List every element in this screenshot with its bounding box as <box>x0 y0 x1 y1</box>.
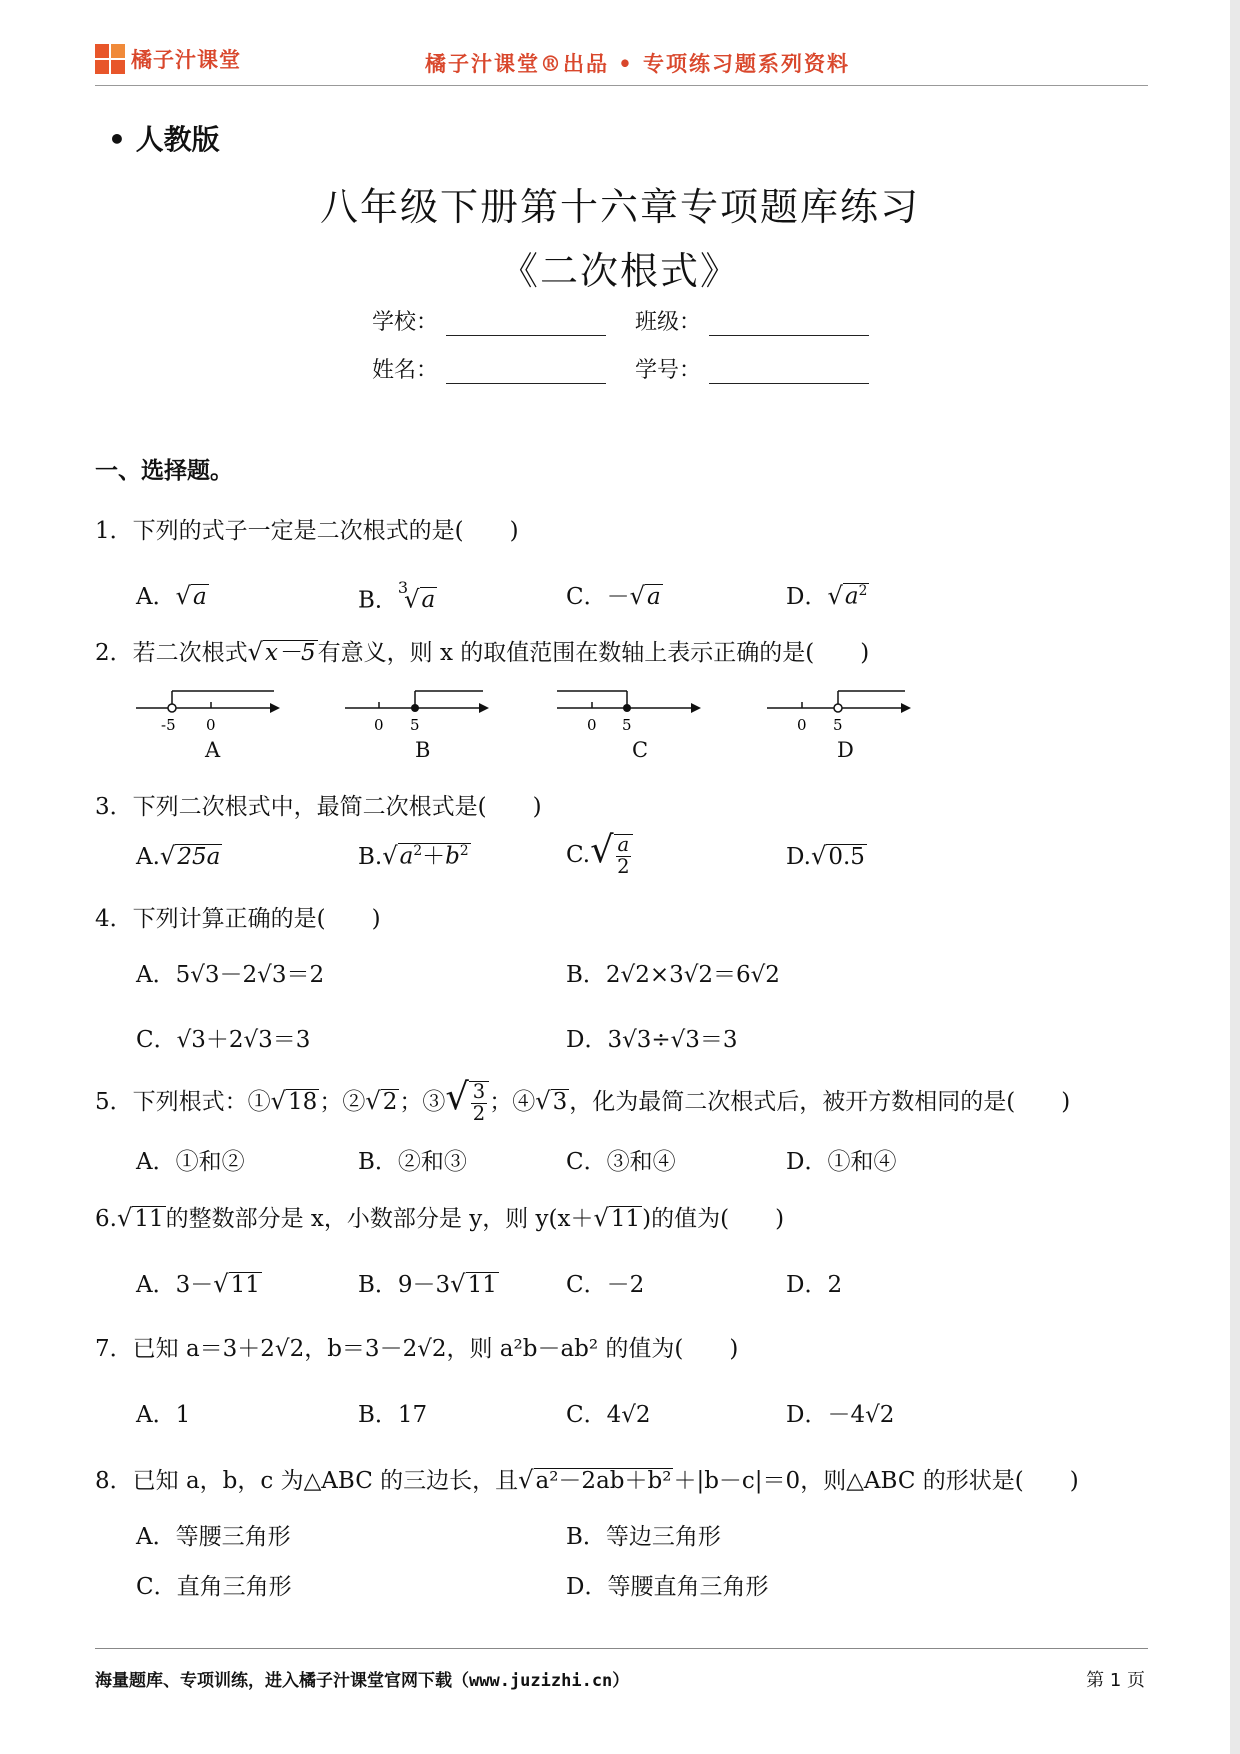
q4-option-b: B．2√2×3√2＝6√2 <box>566 962 780 988</box>
q7-option-d: D．－4√2 <box>786 1402 895 1428</box>
q5-option-b: B．②和③ <box>358 1149 467 1175</box>
logo-icon <box>95 44 125 74</box>
q6-option-d: D．2 <box>786 1272 843 1298</box>
edition-label: • 人教版 <box>108 123 220 156</box>
option-label-b: B <box>415 738 431 762</box>
q8-option-b: B．等边三角形 <box>566 1524 721 1550</box>
header-title: 橘子汁课堂®出品 • 专项练习题系列资料 <box>425 51 851 76</box>
brand-logo <box>95 44 241 74</box>
q1-option-a: A．√a <box>136 582 207 610</box>
q3-option-a: A.√25a <box>136 842 221 870</box>
section-title: 一、选择题。 <box>95 458 233 484</box>
question-3: 3．下列二次根式中，最简二次根式是( ) <box>95 794 542 820</box>
q1-option-d: D．$√a^2$ <box>786 582 868 610</box>
q5-option-d: D．①和④ <box>786 1149 897 1175</box>
tick-label: 5 <box>410 716 420 732</box>
q3-option-d: D.√0.5 <box>786 842 865 870</box>
tick-label: 0 <box>206 716 216 732</box>
student-no-field <box>635 353 869 384</box>
q3-option-b: $B.√a^2+b^2$ <box>358 842 469 870</box>
q3-option-c: C.√ $\frac{a}{2}$ <box>566 828 633 877</box>
footer-divider <box>95 1648 1148 1649</box>
question-6: 6.√11的整数部分是 x，小数部分是 y，则 y(x＋√11)的值为( ) <box>95 1204 785 1232</box>
student-no-blank[interactable] <box>709 361 869 384</box>
tick-label: 5 <box>622 716 632 732</box>
q7-option-b: B．17 <box>358 1402 428 1428</box>
option-label-c: C <box>632 738 649 762</box>
q8-option-c: C．直角三角形 <box>136 1574 292 1600</box>
option-label-a: A <box>205 738 221 762</box>
logo-text: 橘子汁课堂 <box>131 48 241 72</box>
number-line-b <box>343 688 493 732</box>
q8-option-d: D．等腰直角三角形 <box>566 1574 769 1600</box>
q5-option-c: C．③和④ <box>566 1149 676 1175</box>
question-1: 1．下列的式子一定是二次根式的是( ) <box>95 518 519 544</box>
name-field <box>372 353 606 384</box>
student-no-label: 学号： <box>635 358 702 383</box>
number-line-a <box>134 688 284 732</box>
q6-option-b: B．9－3√11 <box>358 1270 497 1298</box>
q4-option-d: D．3√3÷√3＝3 <box>566 1027 738 1053</box>
number-line-d <box>765 688 915 732</box>
school-label: 学校： <box>372 310 439 335</box>
question-4: 4．下列计算正确的是( ) <box>95 906 381 932</box>
q1-option-c: C．－√a <box>566 582 661 610</box>
q8-option-a: A．等腰三角形 <box>136 1524 291 1550</box>
tick-label: -5 <box>161 716 176 732</box>
name-blank[interactable] <box>446 361 606 384</box>
tick-label: 0 <box>587 716 597 732</box>
tick-label: 0 <box>374 716 384 732</box>
school-field <box>372 305 606 336</box>
q6-option-c: C．－2 <box>566 1272 645 1298</box>
question-8: 8．已知 a，b，c 为△ABC 的三边长，且√a²－2ab＋b²＋|b－c|＝0，则△ABC 的形状是( ) <box>95 1466 1079 1494</box>
q6-option-a: A．3－√11 <box>136 1270 260 1298</box>
footer-text: 海量题库、专项训练，进入橘子汁课堂官网下载（www.juzizhi.cn） <box>95 1671 630 1691</box>
header-divider <box>95 85 1148 86</box>
tick-label: 0 <box>797 716 807 732</box>
question-7: 7．已知 a＝3＋2√2，b＝3－2√2，则 a²b－ab² 的值为( ) <box>95 1336 739 1362</box>
question-2: 2．若二次根式√x－5有意义，则 x 的取值范围在数轴上表示正确的是( ) <box>95 638 870 666</box>
number-line-c <box>555 688 705 732</box>
name-label: 姓名： <box>372 358 439 383</box>
q7-option-a: A．1 <box>136 1402 191 1428</box>
school-blank[interactable] <box>446 313 606 336</box>
q4-option-c: C．√3＋2√3＝3 <box>136 1027 311 1053</box>
page-number: 第 1 页 <box>1086 1670 1145 1691</box>
document-title: 八年级下册第十六章专项题库练习 <box>319 185 920 229</box>
class-blank[interactable] <box>709 313 869 336</box>
q4-option-a: A．5√3－2√3＝2 <box>136 962 325 988</box>
q7-option-c: C．4√2 <box>566 1402 651 1428</box>
class-field <box>635 305 869 336</box>
q1-option-b: B．$^3$√a <box>358 578 436 614</box>
option-label-d: D <box>837 738 854 762</box>
question-5: 5．下列根式：①√18；②√2；③√ $\frac{3}{2}$ ；④√3，化为最简二次根式后，被开方数相同的是( ) <box>95 1075 1071 1125</box>
tick-label: 5 <box>833 716 843 732</box>
class-label: 班级： <box>635 310 702 335</box>
document-subtitle: 《二次根式》 <box>499 249 740 293</box>
q5-option-a: A．①和② <box>136 1149 245 1175</box>
